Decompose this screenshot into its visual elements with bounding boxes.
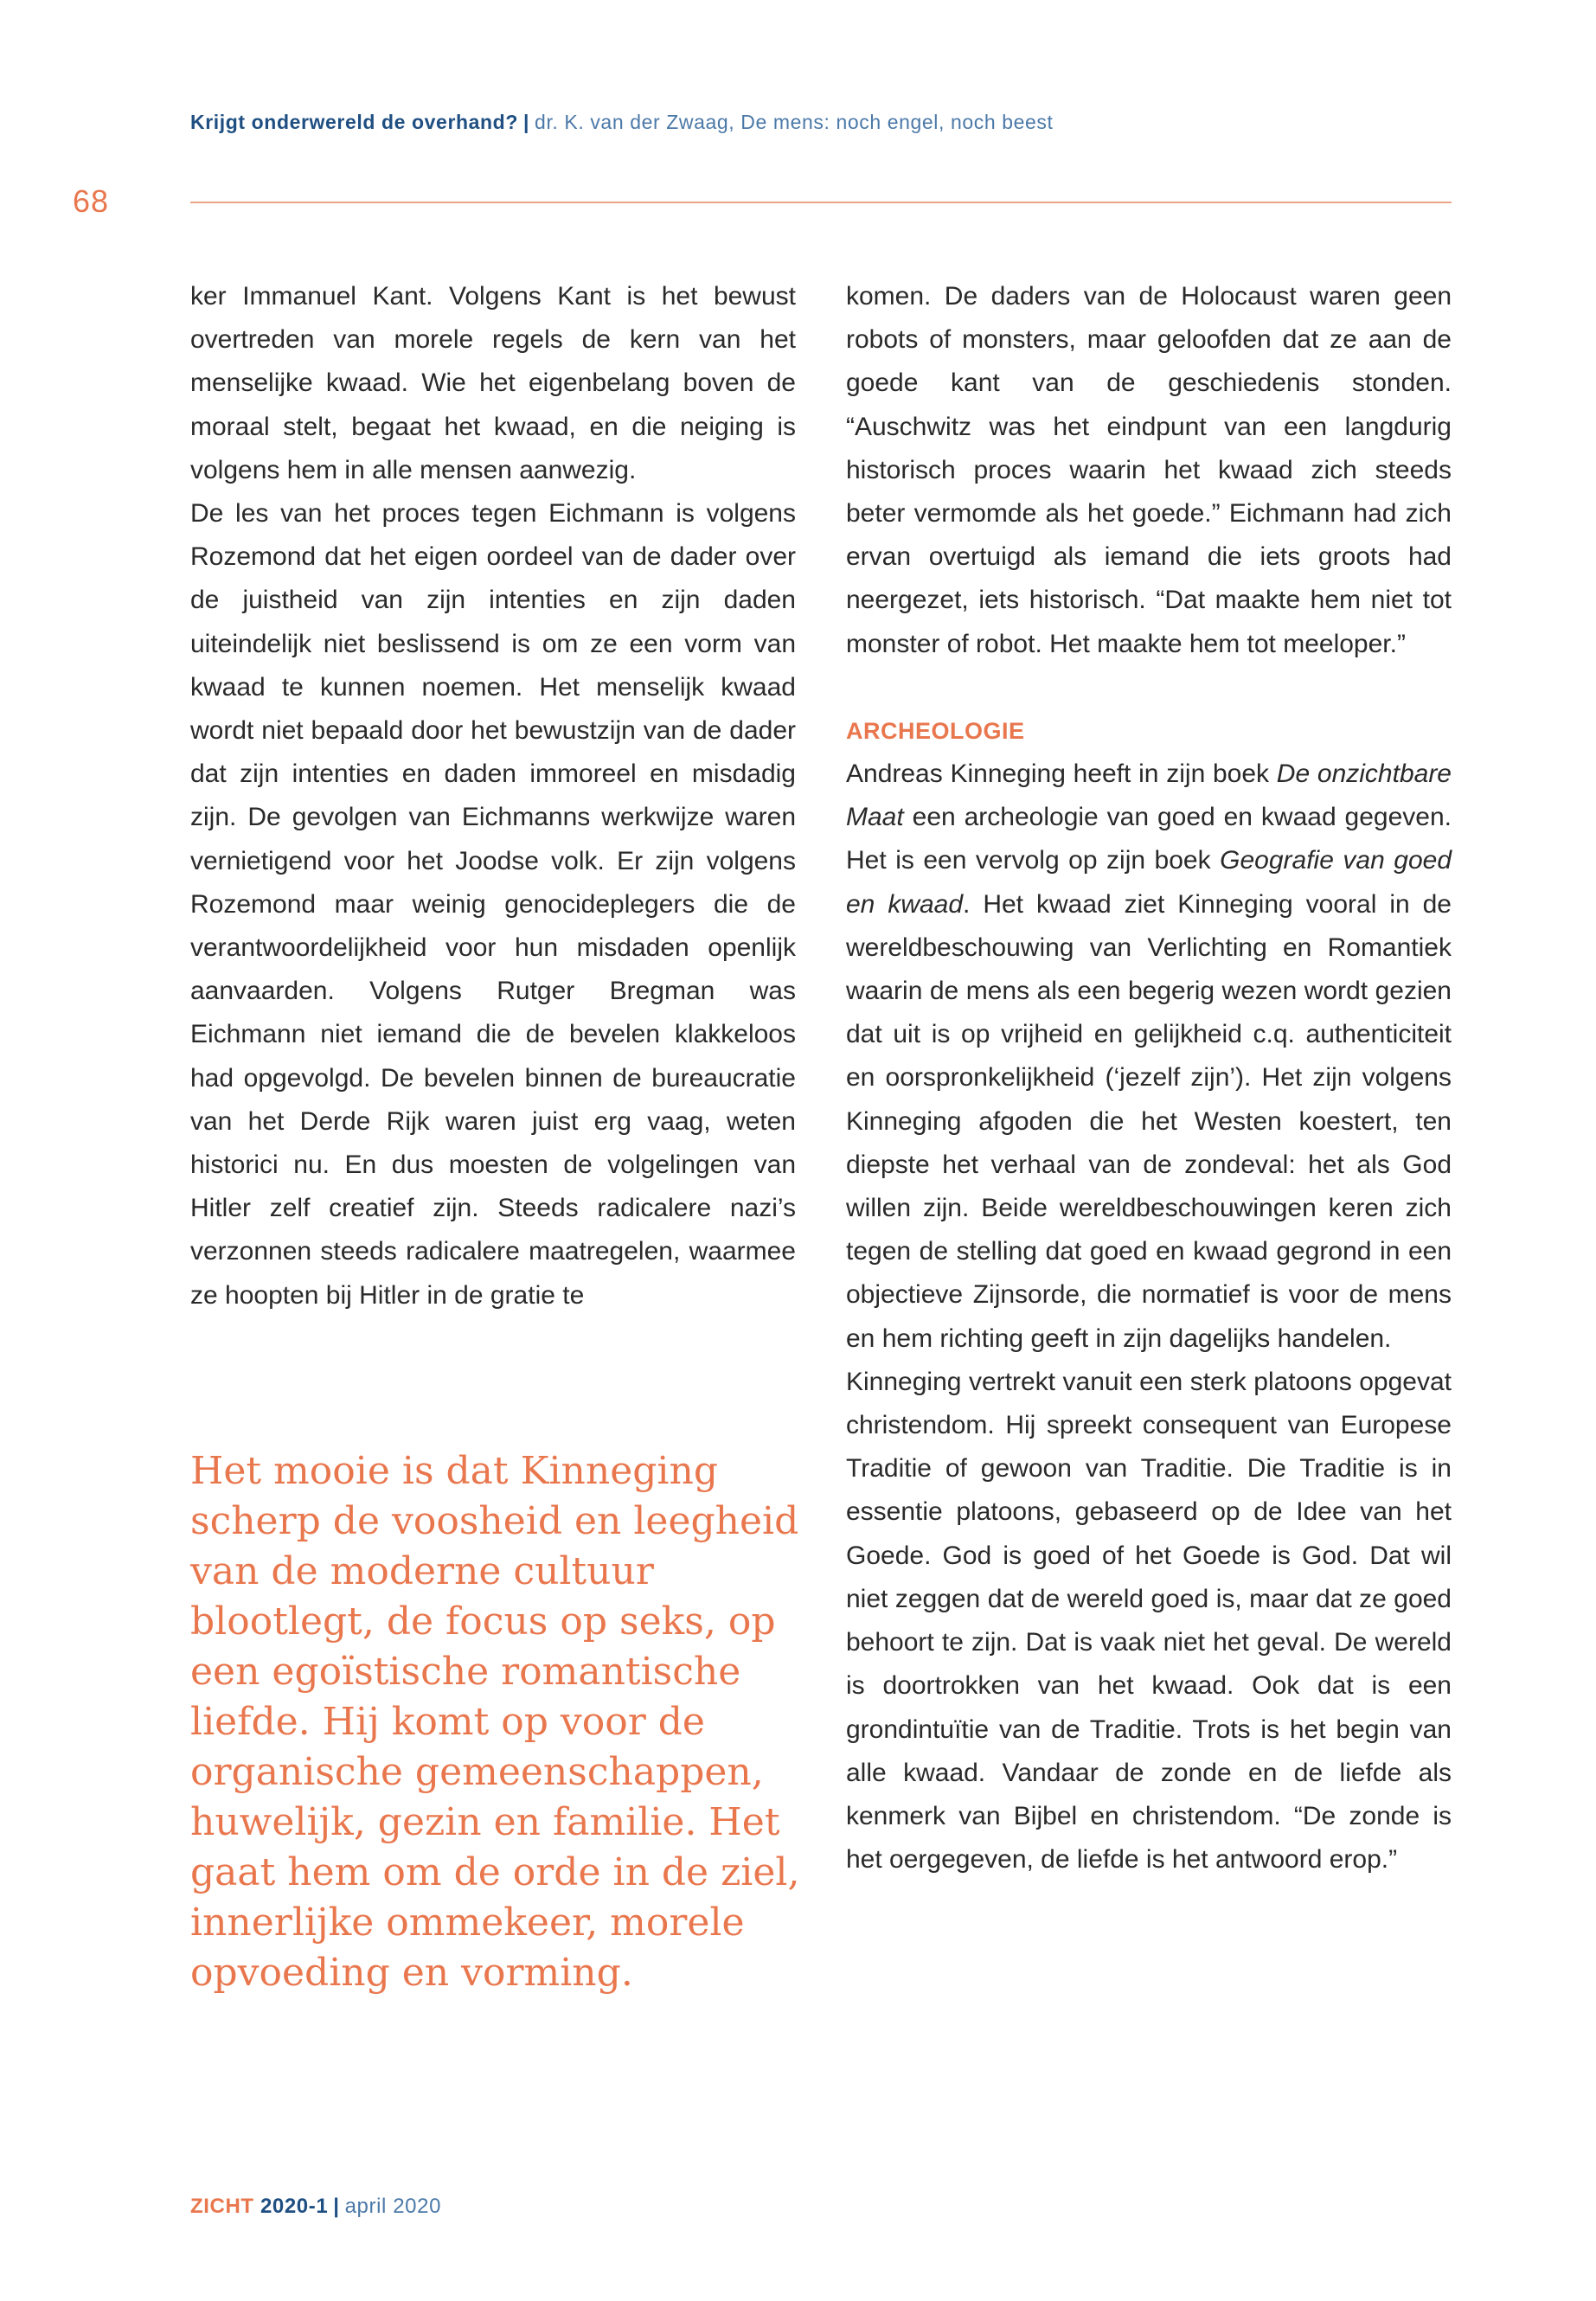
pull-quote: Het mooie is dat Kinneging scherp de voosheid en leegheid van de moderne cultuur blootlegt, de focus op seks, op een egoïstische romantische liefde. Hij komt op voor de organische gemeenschappen, huwelijk, gezin en familie. Het gaat hem om de orde in de ziel, innerlijke ommekeer, morele opvoeding en vorming. bbox=[190, 1449, 800, 1995]
section-heading: ARCHEOLOGIE bbox=[846, 717, 1025, 744]
left-paragraph-2: De les van het proces tegen Eichmann is volgens Rozemond dat het eigen oordeel van de dader over de juistheid van zijn intenties en zijn daden uiteindelijk niet beslissend is om ze een vorm van kwaad te kunnen noemen. Het menselijk kwaad wordt niet bepaald door het bewustzijn van de dader dat zijn intenties en daden immoreel en misdadig zijn. De gevolgen van Eichmanns werkwijze waren vernietigend voor het Joodse volk. Er zijn volgens Rozemond maar weinig genocideplegers die de verantwoordelijkheid voor hun misdaden openlijk aanvaarden. Volgens Rutger Bregman was Eichmann niet iemand die de bevelen klakkeloos had opgevolgd. De bevelen binnen de bureaucratie van het Derde Rijk waren juist erg vaag, weten historici nu. En dus moesten de volgelingen van Hitler zelf creatief zijn. Steeds radicalere nazi’s verzonnen steeds radicalere maatregelen, waarmee ze hoopten bij Hitler in de gratie te bbox=[190, 499, 796, 1310]
book-title-onzichtbare-maat: De onzichtbare Maat bbox=[846, 760, 1452, 832]
p1-text-2: een archeologie van goed en kwaad gegeven. Het is een vervolg op zijn boek bbox=[846, 803, 1452, 875]
left-paragraph-1: ker Immanuel Kant. Volgens Kant is het bewust overtreden van morele regels de kern van het menselijke kwaad. Wie het eigenbelang boven de moraal stelt, begaat het kwaad, en die neiging is volgens hem in alle mensen aanwezig. bbox=[190, 282, 796, 484]
page-footer bbox=[190, 2195, 441, 2219]
issue-date: april 2020 bbox=[344, 2195, 442, 2218]
p1-text-3: . Het kwaad ziet Kinneging vooral in de wereldbeschouwing van Verlichting en Romantiek waarin de mens als een begerig wezen wordt gezien dat uit is op vrijheid en gelijkheid c.q. authenticiteit en oorspronkelijkheid (‘jezelf zijn’). Het zijn volgens Kinneging afgoden die het Westen koestert, ten diepste het verhaal van de zondeval: het als God willen zijn. Beide wereldbeschouwingen keren zich tegen de stelling dat goed en kwaad gegrond in een objectieve Zijnsorde, die normatief is voor de mens en hem richting geeft in zijn dagelijks handelen. bbox=[846, 889, 1452, 1353]
page-number: 68 bbox=[73, 183, 110, 219]
book-title-geografie: Geografie van goed en kwaad bbox=[846, 846, 1452, 919]
left-column bbox=[190, 275, 796, 1317]
magazine-issue: 2020-1 bbox=[260, 2195, 329, 2218]
section-gap bbox=[846, 666, 1452, 709]
footer-separator: | bbox=[333, 2195, 340, 2218]
article-title: Krijgt onderwereld de overhand? bbox=[190, 111, 518, 133]
header-rule bbox=[190, 202, 1452, 203]
running-header bbox=[190, 111, 1453, 134]
magazine-name: ZICHT bbox=[190, 2195, 254, 2218]
right-paragraph-1 bbox=[846, 753, 1452, 1361]
right-paragraph-2: Kinneging vertrekt vanuit een sterk platoons opgevat christendom. Hij spreekt consequent van Europese Traditie of gewoon van Traditie. Die Traditie is in essentie platoons, gebaseerd op de Idee van het Goede. God is goed of het Goede is God. Dat wil niet zeggen dat de wereld goed is, maar dat ze goed behoort te zijn. Dat is vaak niet het geval. De wereld is doortrokken van het kwaad. Ook dat is een grondintuïtie van de Traditie. Trots is het begin van alle kwaad. Vandaar de zonde en de liefde als kenmerk van Bijbel en christendom. “De zonde is het oergegeven, de liefde is het antwoord erop.” bbox=[846, 1367, 1452, 1875]
p1-text-1: Andreas Kinneging heeft in zijn boek bbox=[846, 760, 1277, 789]
header-separator: | bbox=[523, 111, 530, 133]
article-subtitle: dr. K. van der Zwaag, De mens: noch engel, noch beest bbox=[535, 111, 1054, 133]
right-column bbox=[846, 275, 1452, 1881]
right-intro-paragraph: komen. De daders van de Holocaust waren geen robots of monsters, maar geloofden dat ze aan de goede kant van de geschiedenis stonden. “Auschwitz was het eindpunt van een langdurig historisch proces waarin het kwaad zich steeds beter vermomde als het goede.” Eichmann had zich ervan overtuigd als iemand die iets groots had neergezet, iets historisch. “Dat maakte hem niet tot monster of robot. Het maakte hem tot meeloper.” bbox=[846, 282, 1452, 658]
